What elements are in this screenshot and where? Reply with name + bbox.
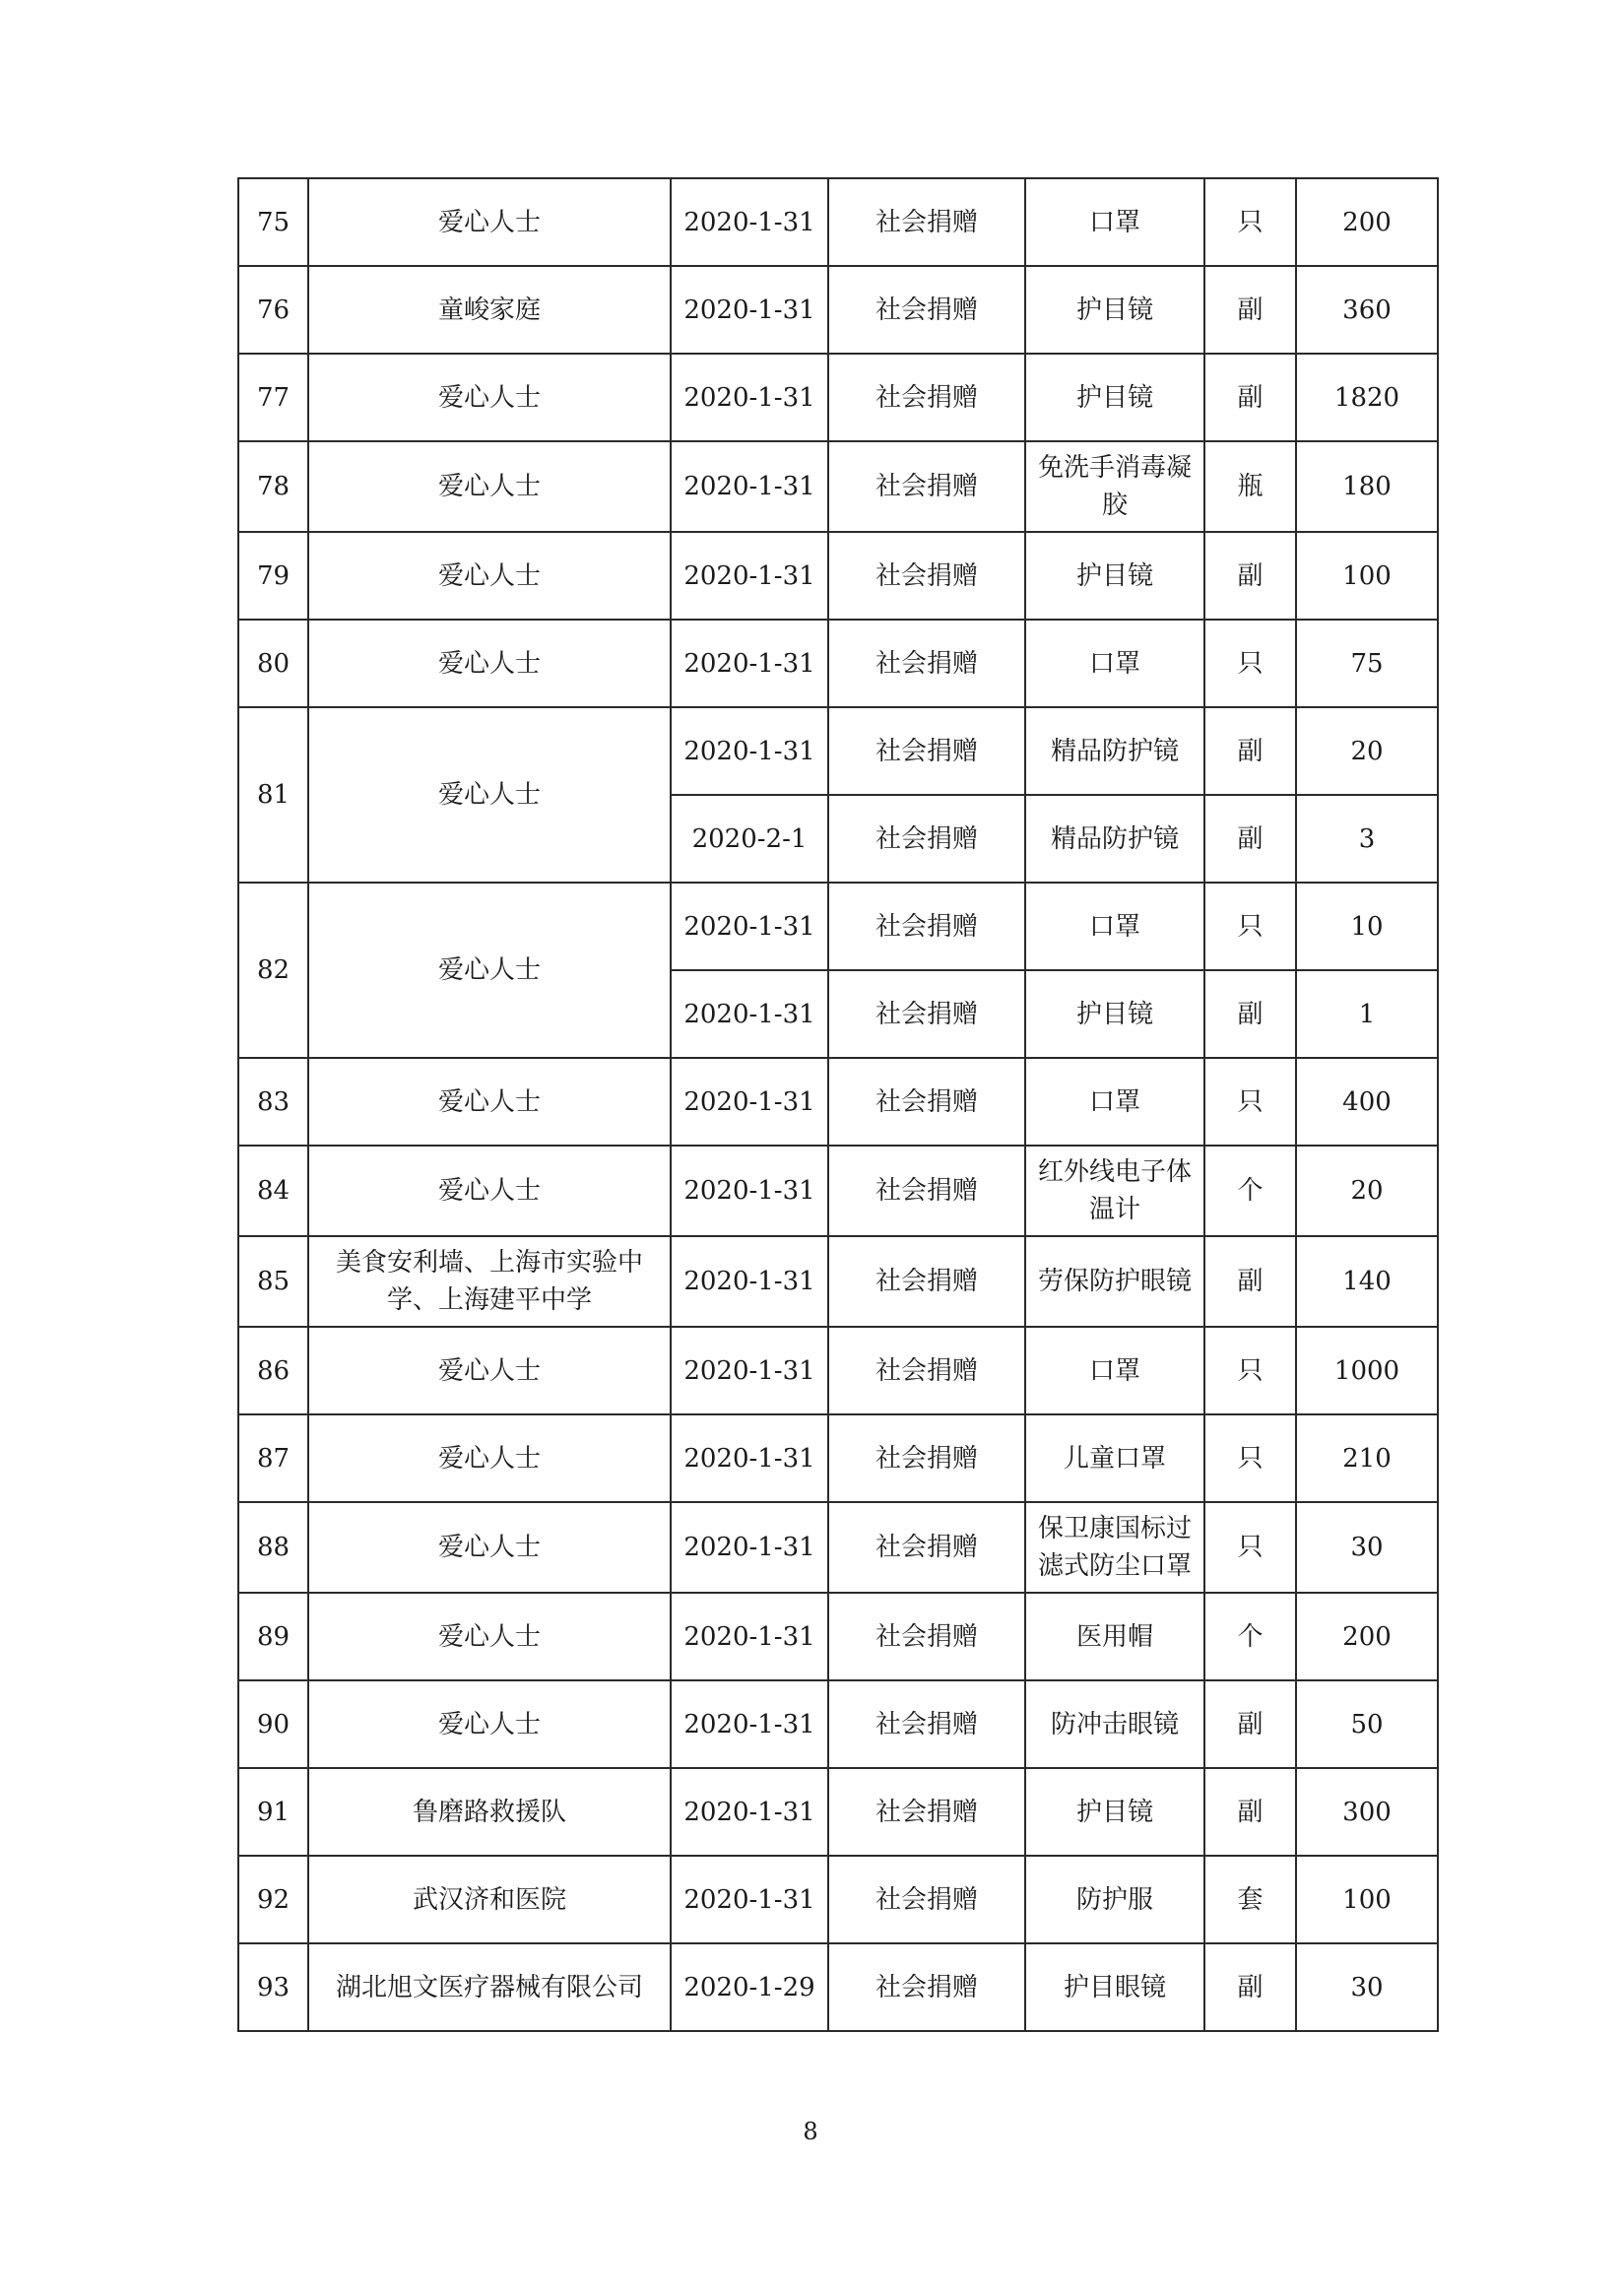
item-cell: 护目镜 [1025, 1768, 1204, 1856]
donation-type-cell: 社会捐赠 [828, 707, 1025, 795]
table-row [238, 1943, 1438, 2031]
quantity-cell: 360 [1296, 266, 1438, 354]
date-cell: 2020-1-31 [671, 707, 828, 795]
item-cell: 口罩 [1025, 178, 1204, 266]
unit-cell: 副 [1204, 354, 1296, 441]
date-cell: 2020-2-1 [671, 795, 828, 883]
row-number-cell: 93 [238, 1943, 308, 2031]
item-cell: 防冲击眼镜 [1025, 1680, 1204, 1768]
unit-cell: 只 [1204, 1414, 1296, 1502]
row-number-cell: 79 [238, 532, 308, 620]
donor-cell: 爱心人士 [308, 707, 671, 883]
donation-type-cell: 社会捐赠 [828, 620, 1025, 707]
donation-type-cell: 社会捐赠 [828, 178, 1025, 266]
table-row [238, 883, 1438, 970]
donor-cell: 湖北旭文医疗器械有限公司 [308, 1943, 671, 2031]
date-cell: 2020-1-31 [671, 1680, 828, 1768]
date-cell: 2020-1-31 [671, 1058, 828, 1146]
row-number-cell: 86 [238, 1327, 308, 1414]
table-row [238, 266, 1438, 354]
item-cell: 护目镜 [1025, 532, 1204, 620]
table-row [238, 354, 1438, 441]
quantity-cell: 100 [1296, 1856, 1438, 1943]
item-cell: 口罩 [1025, 620, 1204, 707]
donor-cell: 爱心人士 [308, 1146, 671, 1236]
row-number-cell: 90 [238, 1680, 308, 1768]
unit-cell: 副 [1204, 532, 1296, 620]
quantity-cell: 1000 [1296, 1327, 1438, 1414]
donor-cell: 爱心人士 [308, 532, 671, 620]
item-cell: 免洗手消毒凝胶 [1025, 441, 1204, 532]
unit-cell: 套 [1204, 1856, 1296, 1943]
date-cell: 2020-1-31 [671, 970, 828, 1058]
donor-cell: 爱心人士 [308, 620, 671, 707]
table-row [238, 1058, 1438, 1146]
donor-cell: 童峻家庭 [308, 266, 671, 354]
date-cell: 2020-1-31 [671, 1593, 828, 1680]
donor-cell: 爱心人士 [308, 1502, 671, 1593]
row-number-cell: 85 [238, 1236, 308, 1327]
row-number-cell: 76 [238, 266, 308, 354]
date-cell: 2020-1-29 [671, 1943, 828, 2031]
donor-cell: 爱心人士 [308, 1680, 671, 1768]
quantity-cell: 180 [1296, 441, 1438, 532]
unit-cell: 只 [1204, 883, 1296, 970]
row-number-cell: 81 [238, 707, 308, 883]
item-cell: 劳保防护眼镜 [1025, 1236, 1204, 1327]
quantity-cell: 1820 [1296, 354, 1438, 441]
unit-cell: 副 [1204, 707, 1296, 795]
donation-type-cell: 社会捐赠 [828, 970, 1025, 1058]
quantity-cell: 100 [1296, 532, 1438, 620]
row-number-cell: 75 [238, 178, 308, 266]
row-number-cell: 78 [238, 441, 308, 532]
donor-cell: 爱心人士 [308, 883, 671, 1058]
unit-cell: 只 [1204, 178, 1296, 266]
item-cell: 护目镜 [1025, 354, 1204, 441]
quantity-cell: 10 [1296, 883, 1438, 970]
quantity-cell: 75 [1296, 620, 1438, 707]
quantity-cell: 200 [1296, 1593, 1438, 1680]
date-cell: 2020-1-31 [671, 441, 828, 532]
date-cell: 2020-1-31 [671, 1502, 828, 1593]
unit-cell: 瓶 [1204, 441, 1296, 532]
donor-cell: 爱心人士 [308, 354, 671, 441]
table-row [238, 1768, 1438, 1856]
row-number-cell: 82 [238, 883, 308, 1058]
unit-cell: 副 [1204, 1236, 1296, 1327]
unit-cell: 个 [1204, 1593, 1296, 1680]
table-row [238, 620, 1438, 707]
table-row [238, 1680, 1438, 1768]
item-cell: 防护服 [1025, 1856, 1204, 1943]
quantity-cell: 30 [1296, 1943, 1438, 2031]
item-cell: 口罩 [1025, 1327, 1204, 1414]
donation-type-cell: 社会捐赠 [828, 354, 1025, 441]
row-number-cell: 92 [238, 1856, 308, 1943]
donor-cell: 爱心人士 [308, 1058, 671, 1146]
item-cell: 口罩 [1025, 1058, 1204, 1146]
row-number-cell: 77 [238, 354, 308, 441]
quantity-cell: 140 [1296, 1236, 1438, 1327]
row-number-cell: 88 [238, 1502, 308, 1593]
donor-cell: 爱心人士 [308, 1593, 671, 1680]
unit-cell: 副 [1204, 1768, 1296, 1856]
quantity-cell: 20 [1296, 707, 1438, 795]
item-cell: 护目镜 [1025, 266, 1204, 354]
table-row [238, 1856, 1438, 1943]
row-number-cell: 80 [238, 620, 308, 707]
quantity-cell: 210 [1296, 1414, 1438, 1502]
item-cell: 精品防护镜 [1025, 707, 1204, 795]
item-cell: 口罩 [1025, 883, 1204, 970]
table-row [238, 1236, 1438, 1327]
date-cell: 2020-1-31 [671, 1768, 828, 1856]
donation-type-cell: 社会捐赠 [828, 532, 1025, 620]
row-number-cell: 87 [238, 1414, 308, 1502]
quantity-cell: 1 [1296, 970, 1438, 1058]
unit-cell: 个 [1204, 1146, 1296, 1236]
donor-cell: 爱心人士 [308, 441, 671, 532]
unit-cell: 副 [1204, 1680, 1296, 1768]
donor-cell: 武汉济和医院 [308, 1856, 671, 1943]
table-row [238, 1502, 1438, 1593]
table-row [238, 441, 1438, 532]
donor-cell: 爱心人士 [308, 1327, 671, 1414]
date-cell: 2020-1-31 [671, 1327, 828, 1414]
donor-cell: 美食安利墙、上海市实验中学、上海建平中学 [308, 1236, 671, 1327]
date-cell: 2020-1-31 [671, 620, 828, 707]
donor-cell: 爱心人士 [308, 1414, 671, 1502]
unit-cell: 只 [1204, 1502, 1296, 1593]
quantity-cell: 30 [1296, 1502, 1438, 1593]
quantity-cell: 400 [1296, 1058, 1438, 1146]
table-row [238, 1414, 1438, 1502]
donation-type-cell: 社会捐赠 [828, 1414, 1025, 1502]
item-cell: 精品防护镜 [1025, 795, 1204, 883]
table-row [238, 532, 1438, 620]
item-cell: 保卫康国标过滤式防尘口罩 [1025, 1502, 1204, 1593]
quantity-cell: 300 [1296, 1768, 1438, 1856]
donor-cell: 爱心人士 [308, 178, 671, 266]
date-cell: 2020-1-31 [671, 354, 828, 441]
row-number-cell: 84 [238, 1146, 308, 1236]
table-body [238, 178, 1438, 2031]
item-cell: 护目镜 [1025, 970, 1204, 1058]
unit-cell: 副 [1204, 970, 1296, 1058]
donation-type-cell: 社会捐赠 [828, 1593, 1025, 1680]
donation-type-cell: 社会捐赠 [828, 1768, 1025, 1856]
quantity-cell: 3 [1296, 795, 1438, 883]
unit-cell: 副 [1204, 1943, 1296, 2031]
donation-type-cell: 社会捐赠 [828, 1327, 1025, 1414]
table-row [238, 1593, 1438, 1680]
donation-table [237, 177, 1439, 2032]
donation-type-cell: 社会捐赠 [828, 795, 1025, 883]
page-number: 8 [803, 2118, 818, 2145]
item-cell: 医用帽 [1025, 1593, 1204, 1680]
date-cell: 2020-1-31 [671, 883, 828, 970]
item-cell: 护目眼镜 [1025, 1943, 1204, 2031]
donation-type-cell: 社会捐赠 [828, 1502, 1025, 1593]
table-row [238, 707, 1438, 795]
donation-type-cell: 社会捐赠 [828, 1146, 1025, 1236]
donation-type-cell: 社会捐赠 [828, 441, 1025, 532]
donation-type-cell: 社会捐赠 [828, 1856, 1025, 1943]
quantity-cell: 200 [1296, 178, 1438, 266]
quantity-cell: 50 [1296, 1680, 1438, 1768]
donation-type-cell: 社会捐赠 [828, 1236, 1025, 1327]
unit-cell: 副 [1204, 795, 1296, 883]
table-row [238, 1327, 1438, 1414]
donation-type-cell: 社会捐赠 [828, 266, 1025, 354]
date-cell: 2020-1-31 [671, 1856, 828, 1943]
unit-cell: 副 [1204, 266, 1296, 354]
unit-cell: 只 [1204, 1058, 1296, 1146]
donation-type-cell: 社会捐赠 [828, 1943, 1025, 2031]
row-number-cell: 89 [238, 1593, 308, 1680]
date-cell: 2020-1-31 [671, 532, 828, 620]
unit-cell: 只 [1204, 1327, 1296, 1414]
donor-cell: 鲁磨路救援队 [308, 1768, 671, 1856]
date-cell: 2020-1-31 [671, 266, 828, 354]
date-cell: 2020-1-31 [671, 1414, 828, 1502]
donation-type-cell: 社会捐赠 [828, 883, 1025, 970]
unit-cell: 只 [1204, 620, 1296, 707]
row-number-cell: 83 [238, 1058, 308, 1146]
date-cell: 2020-1-31 [671, 1146, 828, 1236]
row-number-cell: 91 [238, 1768, 308, 1856]
quantity-cell: 20 [1296, 1146, 1438, 1236]
item-cell: 儿童口罩 [1025, 1414, 1204, 1502]
donation-type-cell: 社会捐赠 [828, 1680, 1025, 1768]
table-row [238, 178, 1438, 266]
date-cell: 2020-1-31 [671, 178, 828, 266]
item-cell: 红外线电子体温计 [1025, 1146, 1204, 1236]
donation-type-cell: 社会捐赠 [828, 1058, 1025, 1146]
table-row [238, 1146, 1438, 1236]
date-cell: 2020-1-31 [671, 1236, 828, 1327]
